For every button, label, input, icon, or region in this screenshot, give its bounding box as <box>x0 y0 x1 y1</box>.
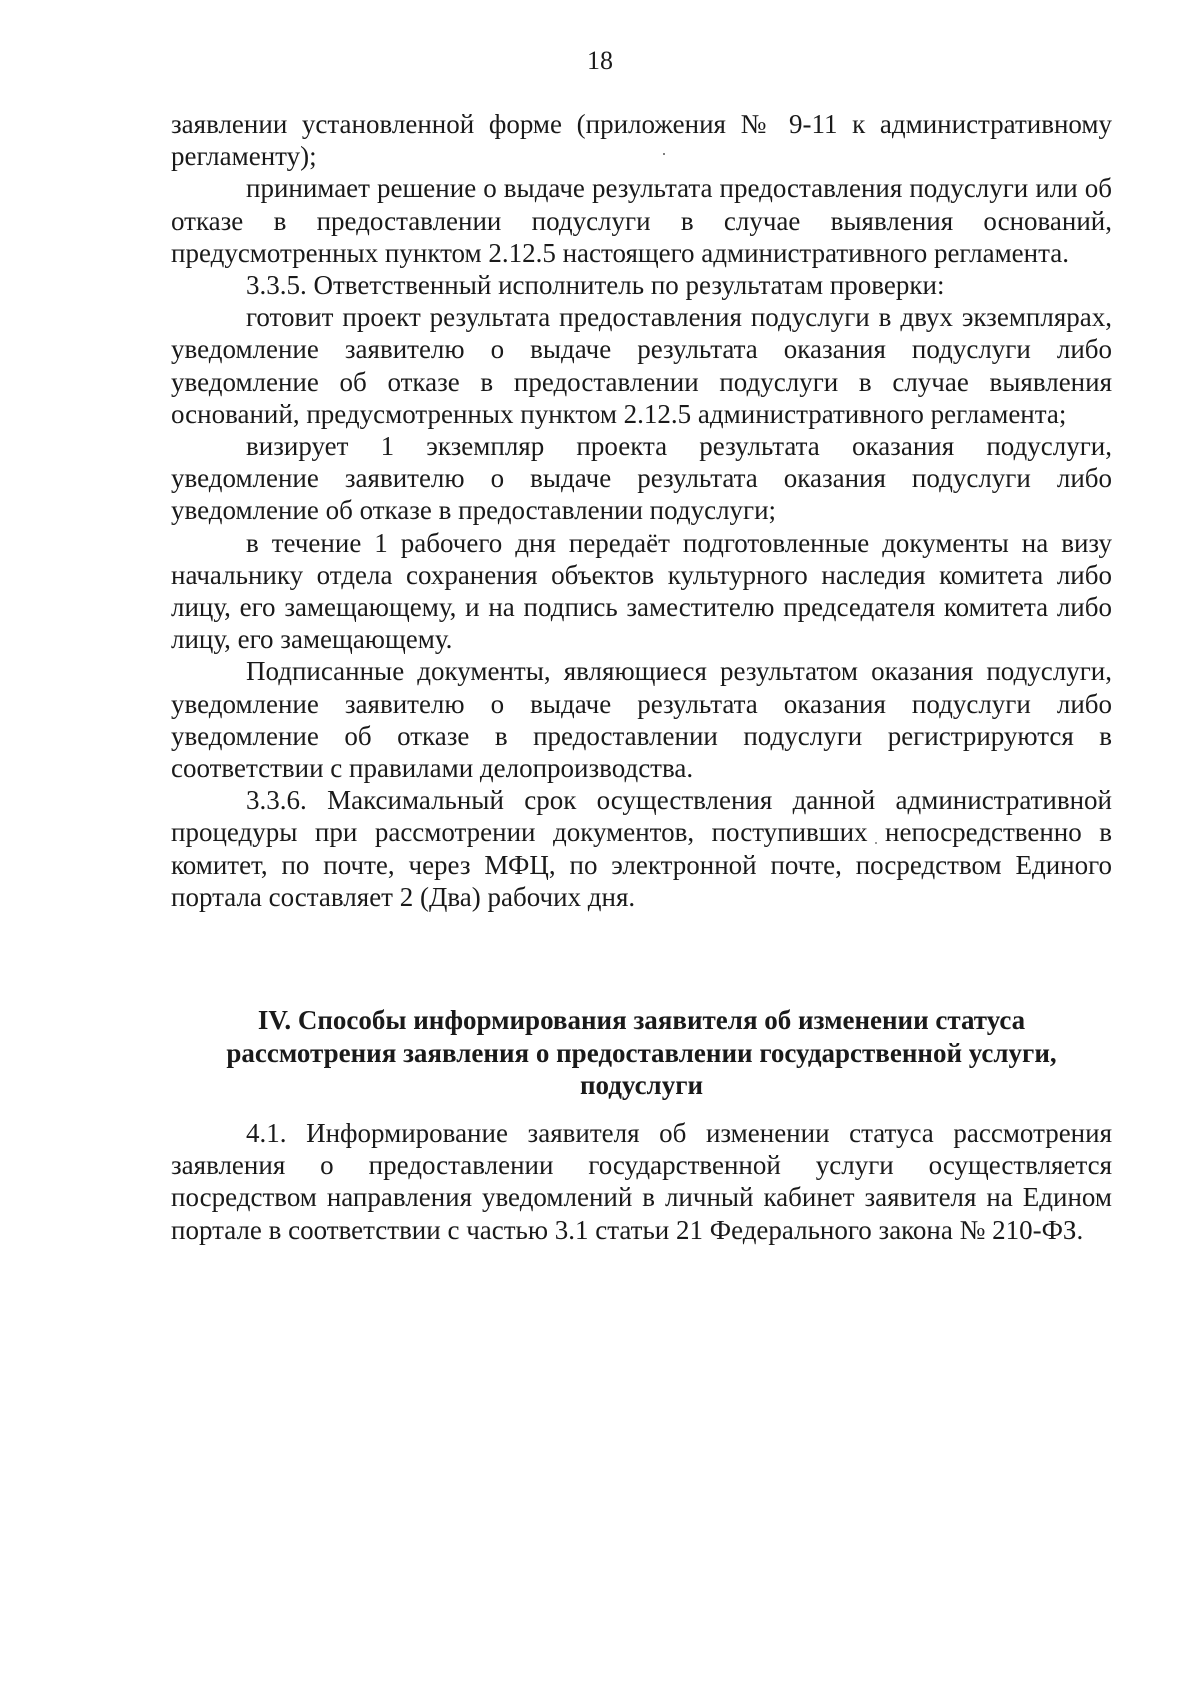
heading-line: рассмотрения заявления о предоставлении государственной услуги, <box>226 1037 1057 1068</box>
paragraph-transfers: в течение 1 рабочего дня передаёт подготовленные документы на визу начальнику отдела сохранения объектов культурного наследия комитета либо лицу, его замещающему, и на подпись заместителю председателя комитета либо лицу, его замещающему. <box>171 527 1112 655</box>
section-4-text <box>171 1117 1112 1246</box>
paragraph-signed-documents: Подписанные документы, являющиеся результатом оказания подуслуги, уведомление заявителю о выдаче результата оказания подуслуги либо уведомление об отказе в предоставлении подуслуги регистрируются в соответствии с правилами делопроизводства. <box>171 656 1112 784</box>
paragraph-endorses: визирует 1 экземпляр проекта результата оказания подуслуги, уведомление заявителю о выдаче результата оказания подуслуги либо уведомление об отказе в предоставлении подуслуги; <box>171 431 1112 526</box>
paragraph-decision: принимает решение о выдаче результата предоставления подуслуги или об отказе в предоставлении подуслуги в случае выявления оснований, предусмотренных пунктом 2.12.5 настоящего административного регламента. <box>171 173 1112 268</box>
paragraph-4-1: 4.1. Информирование заявителя об изменении статуса рассмотрения заявления о предоставлении государственной услуги осуществляется посредством направления уведомлений в личный кабинет заявителя на Едином портале в соответствии с частью 3.1 статьи 21 Федерального закона № 210-ФЗ. <box>171 1118 1112 1245</box>
heading-line: IV. Способы информирования заявителя об изменении статуса <box>257 1005 1026 1035</box>
paragraph-continuation: заявлении установленной форме (приложения № 9-11 к административному регламенту); <box>171 109 1112 172</box>
paragraph-3-3-6: 3.3.6. Максимальный срок осуществления данной административной процедуры при рассмотрении документов, поступивших непосредственно в комитет, по почте, через МФЦ, по электронной почте, посредством Единого портала составляет 2 (Два) рабочих дня. <box>171 785 1112 912</box>
paragraph-3-3-5: 3.3.5. Ответственный исполнитель по результатам проверки: <box>246 270 945 301</box>
section-heading <box>171 1004 1112 1102</box>
page-number: 18 <box>587 46 613 75</box>
heading-line: подуслуги <box>579 1070 704 1100</box>
body-text <box>171 108 1112 913</box>
paragraph-prepares: готовит проект результата предоставления подуслуги в двух экземплярах, уведомление заявителю о выдаче результата оказания подуслуги либо уведомление об отказе в предоставлении подуслуги в случае выявления оснований, предусмотренных пунктом 2.12.5 административного регламента; <box>171 302 1112 429</box>
